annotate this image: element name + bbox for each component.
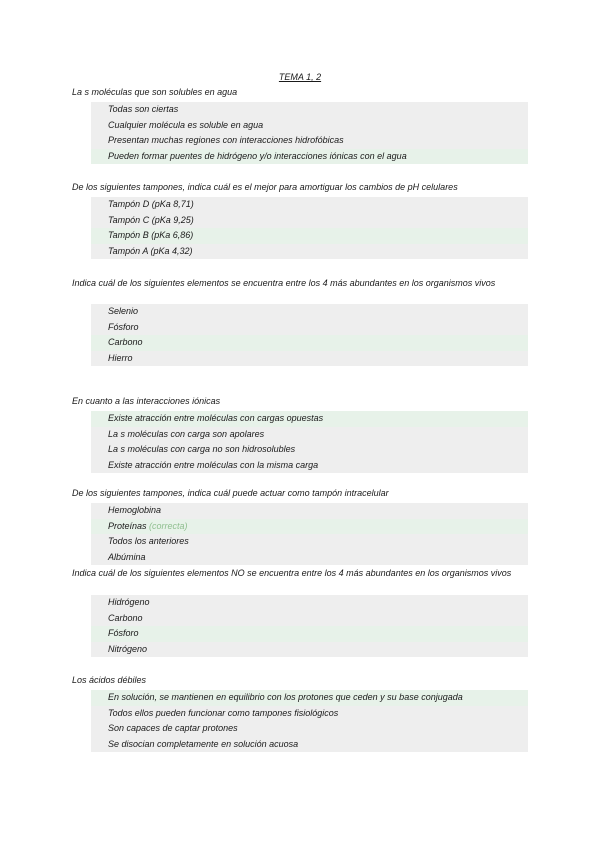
answer-option-highlighted[interactable]: [91, 519, 528, 535]
answer-option[interactable]: Tampón A (pKa 4,32): [91, 244, 528, 260]
question-4-options: [91, 411, 528, 473]
answer-option[interactable]: Se disocian completamente en solución acuosa: [91, 737, 528, 753]
answer-option[interactable]: Todas son ciertas: [91, 102, 528, 118]
answer-option[interactable]: Tampón C (pKa 9,25): [91, 213, 528, 229]
answer-option-highlighted[interactable]: En solución, se mantienen en equilibrio con los protones que ceden y su base conjugada: [91, 690, 528, 706]
question-3-options: [91, 304, 528, 366]
correct-note: (correcta): [149, 520, 188, 531]
question-4-text: En cuanto a las interacciones iónicas: [72, 396, 221, 406]
answer-option[interactable]: La s moléculas con carga no son hidrosolubles: [91, 442, 528, 458]
question-6-options: [91, 595, 528, 657]
answer-option[interactable]: Albúmina: [91, 550, 528, 566]
answer-option[interactable]: Todos ellos pueden funcionar como tampones fisiológicos: [91, 706, 528, 722]
answer-option[interactable]: Nitrógeno: [91, 642, 528, 658]
answer-option-highlighted[interactable]: Existe atracción entre moléculas con cargas opuestas: [91, 411, 528, 427]
page-title: TEMA 1, 2: [278, 72, 322, 82]
answer-option[interactable]: Fósforo: [91, 320, 528, 336]
answer-option-highlighted[interactable]: Tampón B (pKa 6,86): [91, 228, 528, 244]
question-1-options: [91, 102, 528, 164]
answer-option[interactable]: Cualquier molécula es soluble en agua: [91, 118, 528, 134]
question-7-options: [91, 690, 528, 752]
answer-option[interactable]: Presentan muchas regiones con interacciones hidrofóbicas: [91, 133, 528, 149]
answer-option-highlighted[interactable]: Fósforo: [91, 626, 528, 642]
answer-option-highlighted[interactable]: Carbono: [91, 335, 528, 351]
answer-option[interactable]: Son capaces de captar protones: [91, 721, 528, 737]
question-2-options: [91, 197, 528, 259]
question-3-text: Indica cuál de los siguientes elementos se encuentra entre los 4 más abundantes en los organismos vivos: [72, 278, 496, 288]
answer-option[interactable]: Carbono: [91, 611, 528, 627]
answer-option-highlighted[interactable]: Pueden formar puentes de hidrógeno y/o interacciones iónicas con el agua: [91, 149, 528, 165]
answer-option[interactable]: La s moléculas con carga son apolares: [91, 427, 528, 443]
answer-option[interactable]: Hidrógeno: [91, 595, 528, 611]
question-2-text: De los siguientes tampones, indica cuál es el mejor para amortiguar los cambios de pH celulares: [72, 182, 458, 192]
question-5-options: [91, 503, 528, 565]
answer-option-label: Proteínas: [108, 520, 147, 531]
answer-option[interactable]: Hierro: [91, 351, 528, 367]
question-5-text: De los siguientes tampones, indica cuál puede actuar como tampón intracelular: [72, 488, 389, 498]
question-6-text: Indica cuál de los siguientes elementos NO se encuentra entre los 4 más abundantes en los organismos vivos: [72, 568, 512, 578]
question-7-text: Los ácidos débiles: [72, 675, 147, 685]
question-1-text: La s moléculas que son solubles en agua: [72, 87, 238, 97]
answer-option[interactable]: Tampón D (pKa 8,71): [91, 197, 528, 213]
answer-option[interactable]: Selenio: [91, 304, 528, 320]
answer-option[interactable]: Todos los anteriores: [91, 534, 528, 550]
answer-option[interactable]: Existe atracción entre moléculas con la misma carga: [91, 458, 528, 474]
answer-option[interactable]: Hemoglobina: [91, 503, 528, 519]
